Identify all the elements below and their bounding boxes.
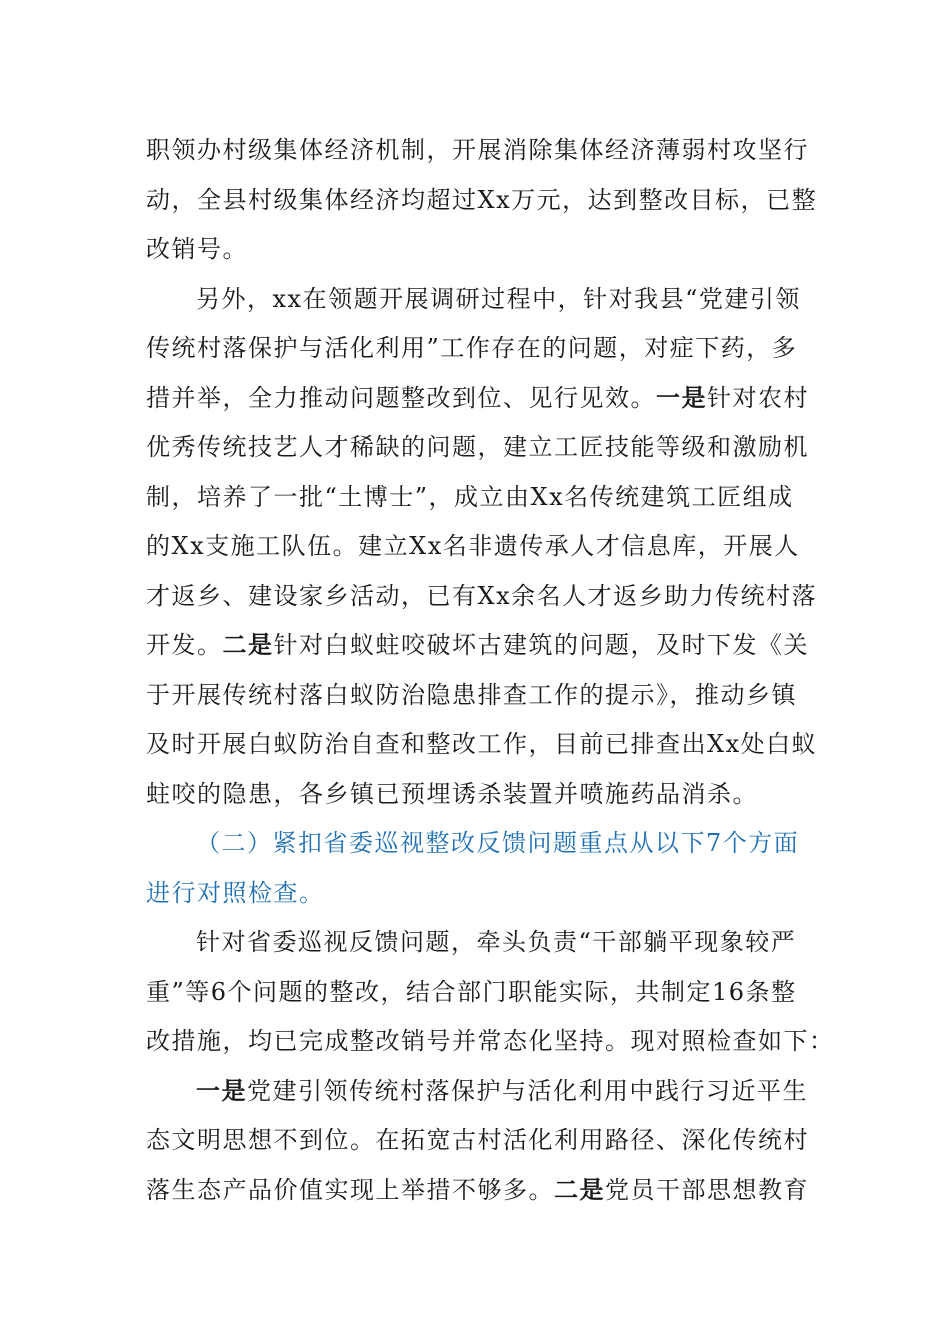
text-line bbox=[146, 1067, 806, 1117]
text-line bbox=[146, 374, 809, 424]
document-body bbox=[146, 126, 835, 1215]
text-line: 动，全县村级集体经济均超过Xx万元，达到整改目标，已整 bbox=[146, 185, 818, 214]
text-line: 职领办村级集体经济机制，开展消除集体经济薄弱村攻坚行 bbox=[146, 136, 809, 164]
text-line: 及时开展白蚁防治自查和整改工作，目前已排查出Xx处白蚁 bbox=[146, 730, 818, 758]
text-segment: 针对农村 bbox=[707, 383, 809, 412]
heading-line: （二）紧扣省委巡视整改反馈问题重点从以下7个方面 bbox=[196, 829, 800, 857]
text-segment: 开发。 bbox=[146, 631, 223, 659]
text-line: 改销号。 bbox=[146, 235, 248, 263]
paragraph-collective-economy bbox=[146, 126, 818, 275]
bold-marker: 一是 bbox=[196, 1076, 247, 1105]
text-line: 传统村落保护与活化利用”工作存在的问题，对症下药，多 bbox=[146, 334, 798, 362]
text-line: 另外，xx在领题开展调研过程中，针对我县“党建引领 bbox=[196, 284, 801, 313]
text-line: 才返乡、建设家乡活动，已有Xx余名人才返乡助力传统村落 bbox=[146, 581, 818, 610]
text-line: 蛀咬的隐患，各乡镇已预埋诱杀装置并喷施药品消杀。 bbox=[146, 779, 758, 808]
text-segment: 措并举，全力推动问题整改到位、见行见效。 bbox=[146, 383, 656, 412]
text-line: 优秀传统技艺人才稀缺的问题，建立工匠技能等级和激励机 bbox=[146, 433, 809, 461]
bold-marker: 二是 bbox=[554, 1175, 605, 1204]
text-line: 针对省委巡视反馈问题，牵头负责“干部躺平现象较严 bbox=[196, 928, 797, 956]
text-line bbox=[146, 1166, 809, 1216]
text-segment: 落生态产品价值实现上举措不够多。 bbox=[146, 1175, 554, 1204]
text-line: 制，培养了一批“土博士”，成立由Xx名传统建筑工匠组成 bbox=[146, 482, 794, 511]
text-line: 改措施，均已完成整改销号并常态化坚持。现对照检查如下： bbox=[146, 1027, 835, 1055]
paragraph-inspection-feedback bbox=[146, 918, 835, 1067]
paragraph-self-check bbox=[146, 1067, 809, 1216]
section-heading bbox=[146, 819, 806, 918]
text-line: 于开展传统村落白蚁防治隐患排查工作的提示》，推动乡镇 bbox=[146, 680, 797, 709]
text-segment: 针对白蚁蛀咬破坏古建筑的问题，及时下发《关 bbox=[273, 631, 809, 659]
bold-marker: 二是 bbox=[222, 631, 274, 659]
text-line: 重”等6个问题的整改，结合部门职能实际，共制定16条整 bbox=[146, 977, 797, 1006]
text-line: 态文明思想不到位。在拓宽古村活化利用路径、深化传统村 bbox=[146, 1126, 809, 1154]
bold-marker: 一是 bbox=[656, 383, 707, 412]
paragraph-traditional-villages bbox=[146, 275, 818, 820]
text-line: 的Xx支施工队伍。建立Xx名非遗传承人才信息库，开展人 bbox=[146, 532, 800, 560]
heading-line: 进行对照检查。 bbox=[146, 878, 325, 907]
text-segment: 党建引领传统村落保护与活化利用中践行习近平生 bbox=[247, 1076, 808, 1105]
text-segment: 党员干部思想教育 bbox=[605, 1175, 809, 1204]
text-line bbox=[146, 621, 809, 671]
